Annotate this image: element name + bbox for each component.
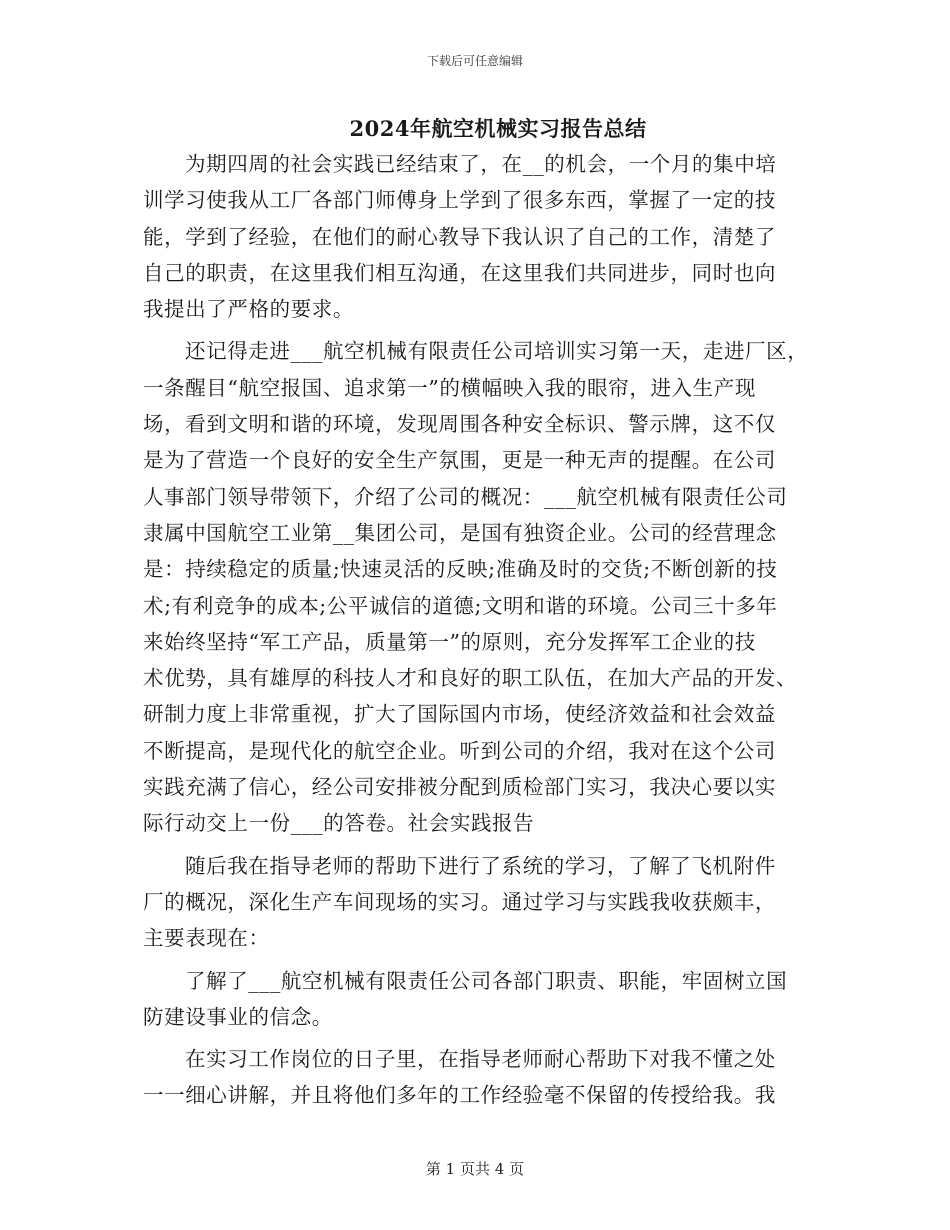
text-line: 研制力度上非常重视，扩大了国际国内市场，使经济效益和社会效益 bbox=[143, 702, 776, 727]
text-line: 厂的概况，深化生产车间现场的实习。通过学习与实践我收获颇丰， bbox=[143, 889, 776, 914]
text-line: 是：持续稳定的质量;快速灵活的反映;准确及时的交货;不断创新的技 bbox=[143, 557, 778, 582]
text-line: 实践充满了信心，经公司安排被分配到质检部门实习，我决心要以实 bbox=[143, 775, 776, 800]
text-line: 训学习使我从工厂各部门师傅身上学到了很多东西，掌握了一定的技 bbox=[143, 188, 776, 213]
text-line: 主要表现在： bbox=[143, 926, 270, 951]
text-line: 我提出了严格的要求。 bbox=[143, 297, 354, 322]
text-line: 一一细心讲解，并且将他们多年的工作经验毫不保留的传授给我。我 bbox=[143, 1083, 776, 1108]
document-title: 2024年航空机械实习报告总结 bbox=[349, 116, 647, 141]
text-line: 人事部门领导带领下，介绍了公司的概况：___航空机械有限责任公司 bbox=[143, 484, 788, 509]
text-line: 不断提高，是现代化的航空企业。听到公司的介绍，我对在这个公司 bbox=[143, 738, 776, 763]
text-line: 一条醒目“航空报国、追求第一”的横幅映入我的眼帘，进入生产现 bbox=[143, 375, 756, 400]
text-line: 了解了___航空机械有限责任公司各部门职责、职能，牢固树立国 bbox=[185, 968, 788, 993]
text-line: 术;有利竞争的成本;公平诚信的道德;文明和谐的环境。公司三十多年 bbox=[143, 593, 778, 618]
text-line: 际行动交上一份___的答卷。社会实践报告 bbox=[143, 811, 535, 836]
page-header-note: 下载后可任意编辑 bbox=[426, 54, 523, 68]
text-line: 防建设事业的信念。 bbox=[143, 1004, 333, 1029]
text-line: 来始终坚持“军工产品，质量第一”的原则，充分发挥军工企业的技 bbox=[143, 629, 756, 654]
text-line: 场，看到文明和谐的环境，发现周围各种安全标识、警示牌，这不仅 bbox=[143, 412, 776, 437]
text-line: 为期四周的社会实践已经结束了，在__的机会，一个月的集中培 bbox=[185, 152, 777, 176]
text-line: 还记得走进___航空机械有限责任公司培训实习第一天，走进厂区， bbox=[185, 339, 809, 364]
text-line: 随后我在指导老师的帮助下进行了系统的学习，了解了飞机附件 bbox=[185, 853, 776, 878]
document-body bbox=[143, 146, 833, 1114]
text-line: 自己的职责，在这里我们相互沟通，在这里我们共同进步，同时也向 bbox=[143, 260, 776, 285]
text-line: 术优势，具有雄厚的科技人才和良好的职工队伍，在加大产品的开发、 bbox=[143, 666, 798, 691]
text-line: 能，学到了经验，在他们的耐心教导下我认识了自己的工作，清楚了 bbox=[143, 224, 776, 249]
text-line: 是为了营造一个良好的安全生产氛围，更是一种无声的提醒。在公司 bbox=[143, 448, 776, 473]
text-line: 隶属中国航空工业第__集团公司，是国有独资企业。公司的经营理念 bbox=[143, 520, 777, 545]
text-line: 在实习工作岗位的日子里，在指导老师耐心帮助下对我不懂之处 bbox=[185, 1047, 776, 1072]
page-number: 第 1 页共 4 页 bbox=[425, 1160, 525, 1178]
